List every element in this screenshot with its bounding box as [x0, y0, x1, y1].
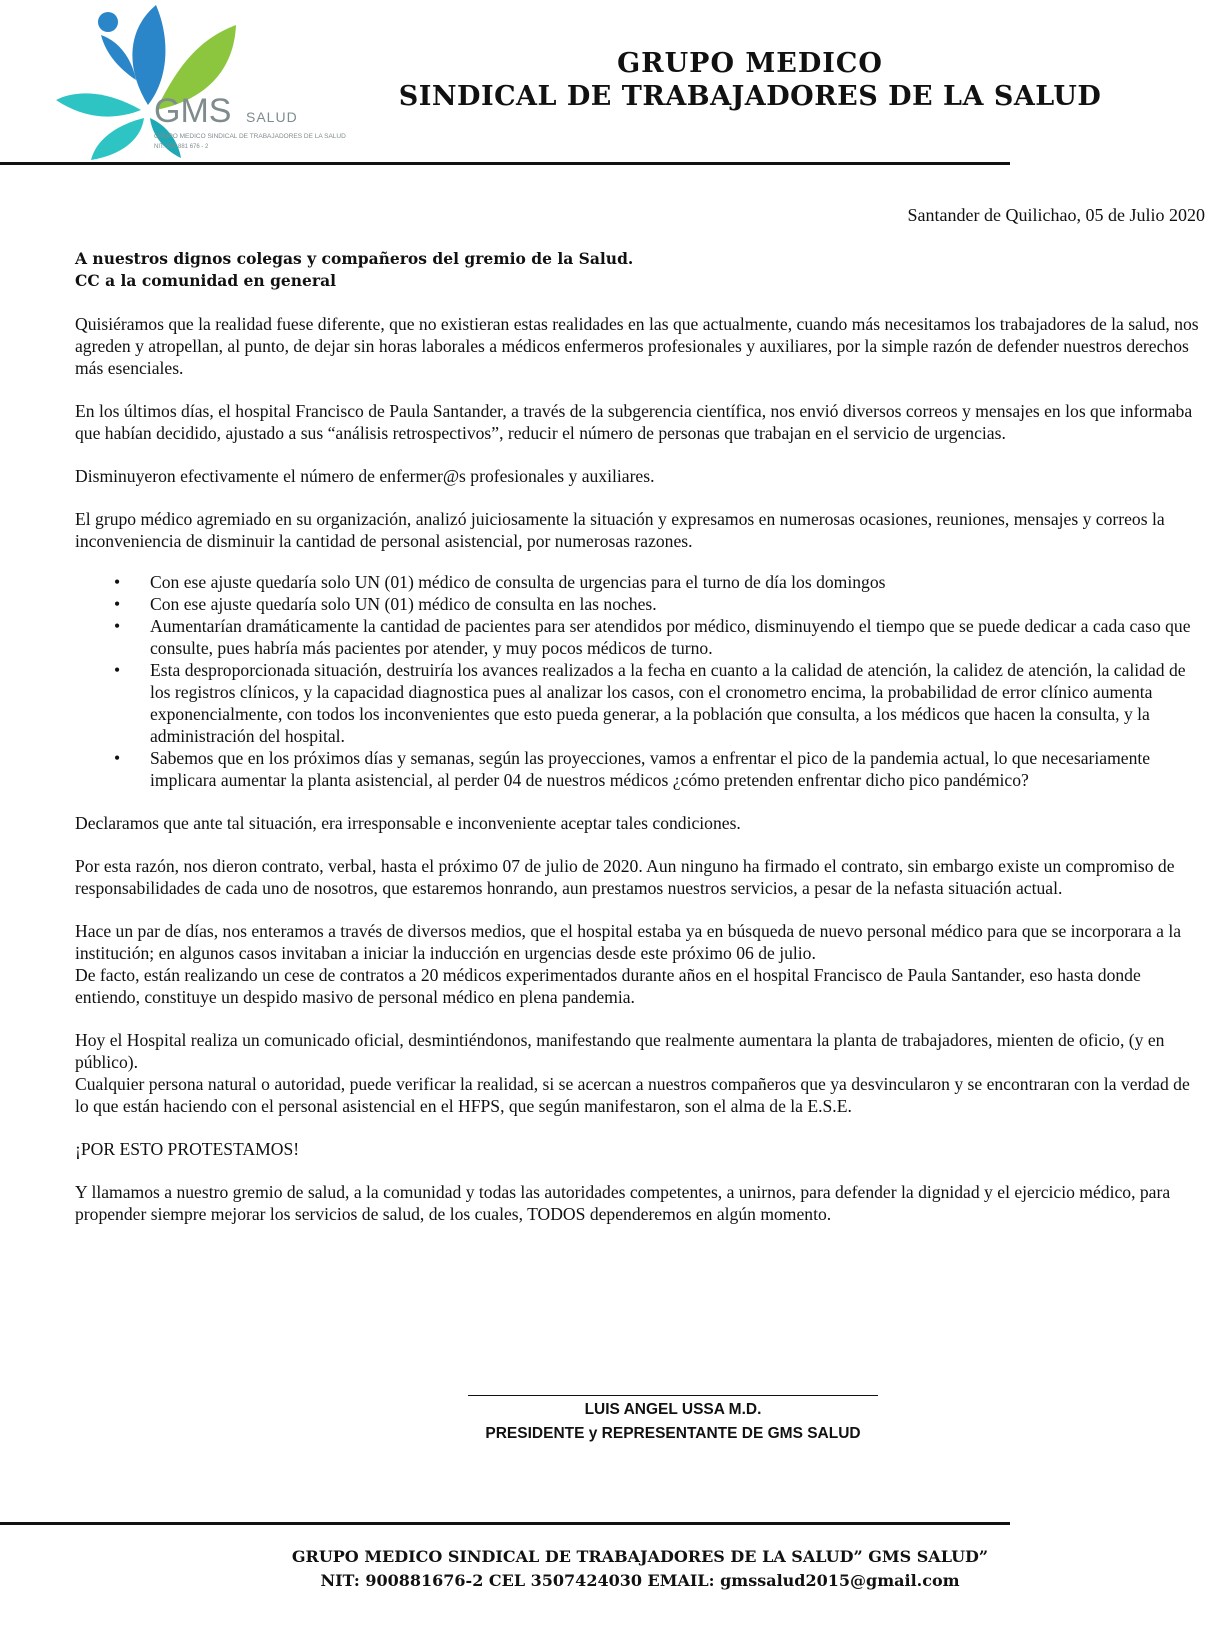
list-item: • Sabemos que en los próximos días y semanas, según las proyecciones, vamos a enfrentar el pico de la pandemia actual, lo que necesariamente implicara aumentar la planta asistencial, al perder 04 de nuestros médicos ¿cómo pretenden enfrentar dicho pico pandémico?: [150, 747, 1205, 791]
paragraph-9: Hoy el Hospital realiza un comunicado oficial, desmintiéndonos, manifestando que realmente aumentara la planta de trabajadores, mienten de oficio, (y en público).: [75, 1030, 1165, 1072]
list-item: • Con ese ajuste quedaría solo UN (01) médico de consulta en las noches.: [150, 593, 1205, 615]
letter-body: [75, 248, 1205, 1246]
paragraph-2: En los últimos días, el hospital Francisco de Paula Santander, a través de la subgerencia científica, nos envió diversos correos y mensajes en los que informaba que habían decidido, ajustado a sus “análisis retrospectivos”, reducir el número de personas que trabajan en el servicio de urgencias.: [75, 401, 1193, 443]
header-rule: [0, 162, 1010, 165]
letter-footer: [240, 1545, 1040, 1593]
gms-logo-mark-icon: [56, 0, 356, 170]
logo-nit: NIT: 900 881 676 - 2: [154, 144, 209, 150]
paragraph-7: Hace un par de días, nos enteramos a través de diversos medios, que el hospital estaba ya en búsqueda de nuevo personal médico para que se incorporara a la institución; en algunos casos invitaban a iniciar la inducción en urgencias desde este próximo 06 de julio.: [75, 921, 1182, 963]
logo-text: GMS: [154, 92, 232, 130]
salutation: [75, 248, 1205, 292]
salutation-line1: A nuestros dignos colegas y compañeros del gremio de la Salud.: [75, 249, 634, 268]
logo-sub: SALUD: [246, 109, 298, 125]
paragraph-8: De facto, están realizando un cese de contratos a 20 médicos experimentados durante años en el hospital Francisco de Paula Santander, eso hasta donde entiendo, constituye un despido masivo de personal médico en plena pandemia.: [75, 965, 1141, 1007]
paragraph-11: ¡POR ESTO PROTESTAMOS!: [75, 1139, 300, 1159]
paragraph-3: Disminuyeron efectivamente el número de enfermer@s profesionales y auxiliares.: [75, 466, 655, 486]
signature-block: [468, 1395, 878, 1446]
letter-date: Santander de Quilichao, 05 de Julio 2020: [907, 205, 1205, 225]
paragraph-12: Y llamamos a nuestro gremio de salud, a la comunidad y todas las autoridades competentes, a unirnos, para defender la dignidad y el ejercicio médico, para propender siempre mejorar los servicios de salud, de los cuales, TODOS dependeremos en algún momento.: [75, 1182, 1171, 1224]
signature-line: [468, 1395, 878, 1396]
footer-line1: GRUPO MEDICO SINDICAL DE TRABAJADORES DE LA SALUD” GMS SALUD”: [291, 1547, 989, 1566]
signer-role: PRESIDENTE y REPRESENTANTE DE GMS SALUD: [485, 1425, 861, 1442]
letterhead-title-line2: SINDICAL DE TRABAJADORES DE LA SALUD: [398, 81, 1102, 112]
letterhead-title-line1: GRUPO MEDICO: [617, 48, 883, 79]
paragraph-10: Cualquier persona natural o autoridad, puede verificar la realidad, si se acercan a nuestros compañeros que ya desvincularon y se encontraran con la verdad de lo que están haciendo con el personal asistencial en el HFPS, que según manifestaron, son el alma de la E.S.E.: [75, 1074, 1190, 1116]
footer-line2: NIT: 900881676-2 CEL 3507424030 EMAIL: gmssalud2015@gmail.com: [320, 1571, 960, 1590]
paragraph-5: Declaramos que ante tal situación, era irresponsable e inconveniente aceptar tales condiciones.: [75, 813, 741, 833]
footer-rule: [0, 1522, 1010, 1525]
list-item: • Esta desproporcionada situación, destruiría los avances realizados a la fecha en cuanto a la calidad de atención, la calidez de atención, la calidad de los registros clínicos, y la capacidad diagnostica pues al analizar los casos, con el cronometro encima, la probabilidad de error clínico aumenta exponencialmente, con todos los inconvenientes que esto pueda generar, a la población que consulta, a los médicos que hacen la consulta, y la administración del hospital.: [150, 659, 1205, 747]
reasons-list: [75, 571, 1205, 791]
signer-name: LUIS ANGEL USSA M.D.: [584, 1401, 762, 1418]
paragraph-1: Quisiéramos que la realidad fuese diferente, que no existieran estas realidades en las que actualmente, cuando más necesitamos los trabajadores de la salud, nos agreden y atropellan, al punto, de dejar sin horas laborales a médicos enfermeros profesionales y auxiliares, por la simple razón de defender nuestros derechos más esenciales.: [75, 314, 1199, 378]
letterhead-title: [380, 48, 1120, 112]
salutation-line2: CC a la comunidad en general: [75, 271, 337, 290]
paragraph-4: El grupo médico agremiado en su organización, analizó juiciosamente la situación y expresamos en numerosas ocasiones, reuniones, mensajes y correos la inconveniencia de disminuir la cantidad de personal asistencial, por numerosas razones.: [75, 509, 1165, 551]
list-item: • Con ese ajuste quedaría solo UN (01) médico de consulta de urgencias para el turno de día los domingos: [150, 571, 1205, 593]
gms-logo: [56, 0, 356, 170]
list-item: • Aumentarían dramáticamente la cantidad de pacientes para ser atendidos por médico, disminuyendo el tiempo que se puede dedicar a cada caso que consulte, pues habría más pacientes por atender, y muy pocos médicos de turno.: [150, 615, 1205, 659]
logo-caption: GRUPO MEDICO SINDICAL DE TRABAJADORES DE LA SALUD: [154, 133, 346, 140]
paragraph-6: Por esta razón, nos dieron contrato, verbal, hasta el próximo 07 de julio de 2020. Aun ninguno ha firmado el contrato, sin embargo existe un compromiso de responsabilidades de cada uno de nosotros, que estaremos honrando, aun prestamos nuestros servicios, a pesar de la nefasta situación actual.: [75, 856, 1175, 898]
